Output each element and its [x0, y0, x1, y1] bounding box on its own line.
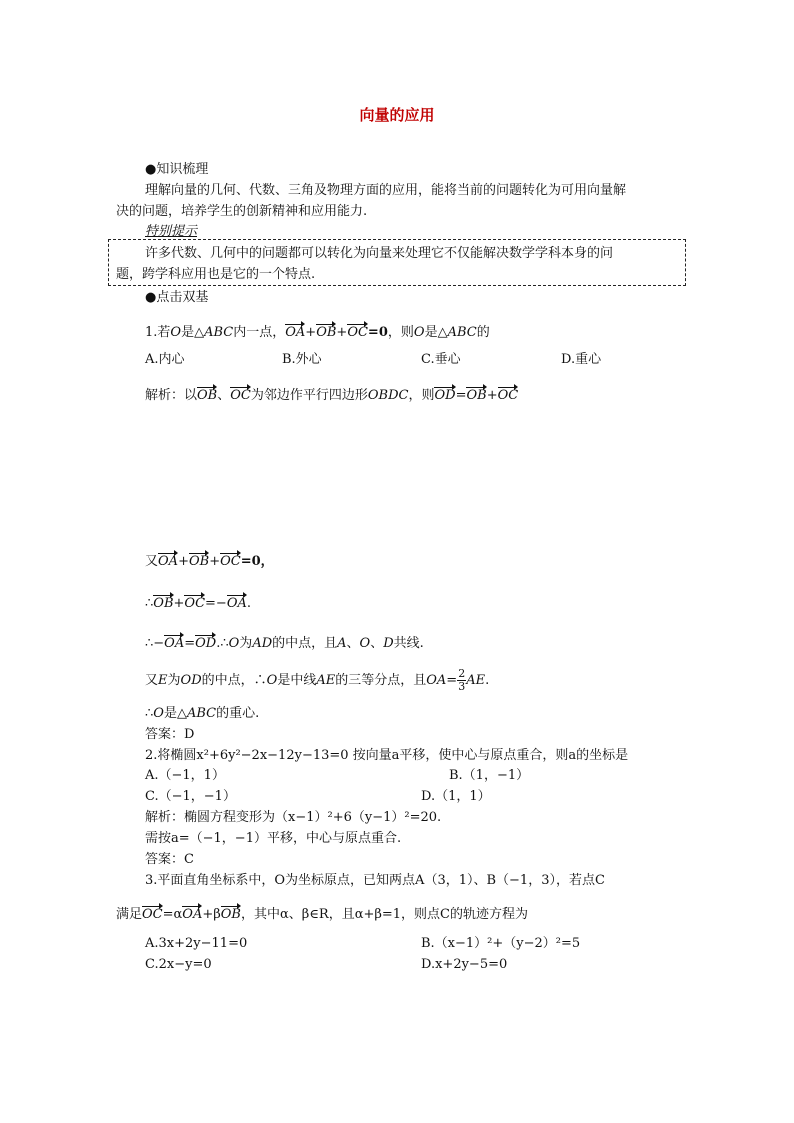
question-3-stem-line2: 满足OC=αOA+βOB，其中α、β∈R，且α+β=1，则点C的轨迹方程为 [116, 907, 528, 922]
fraction-two-thirds: $\frac{2}{3}$ [458, 667, 466, 693]
question-1-stem: 1.若O是△ABC内一点，OA+OB+OC=0，则O是△ABC的 [145, 325, 490, 340]
tip-text-line1: 许多代数、几何中的问题都可以转化为向量来处理它不仅能解决数学学科本身的问 [145, 246, 614, 261]
question-2-analysis-2: 需按a=（−1，−1）平移，中心与原点重合. [145, 831, 402, 846]
vector-oc: OC [347, 325, 368, 340]
question-1-option-d: D.重心 [561, 352, 602, 367]
question-1-analysis: 解析：以OB、OC为邻边作平行四边形OBDC，则OD=OB+OC [145, 388, 519, 403]
section-heading-knowledge: ●知识梳理 [145, 162, 209, 177]
question-1-option-c: C.垂心 [421, 352, 461, 367]
section-heading-basics: ●点击双基 [145, 290, 209, 305]
question-3-option-c: C.2x−y=0 [145, 957, 212, 972]
page-title: 向量的应用 [359, 106, 435, 124]
question-2-stem: 2.将椭圆x²+6y²−2x−12y−13=0 按向量a平移，使中心与原点重合，则a的坐标是 [145, 748, 629, 763]
question-3-stem: 3.平面直角坐标系中，O为坐标原点，已知两点A（3，1）、B（−1，3），若点C [145, 873, 605, 888]
question-1-step-3: ∴−OA=OD.∴O为AD的中点，且A、O、D共线. [145, 636, 424, 651]
knowledge-text-line1: 理解向量的几何、代数、三角及物理方面的应用，能将当前的问题转化为可用向量解 [145, 183, 627, 198]
question-1-option-b: B.外心 [282, 352, 322, 367]
question-2-option-c: C.（−1，−1） [145, 789, 236, 804]
question-3-option-b: B.（x−1）²+（y−2）²=5 [421, 936, 581, 951]
question-3-option-a: A.3x+2y−11=0 [145, 936, 248, 951]
question-3-option-d: D.x+2y−5=0 [421, 957, 508, 972]
vector-ob: OB [316, 325, 337, 340]
tip-text-line2: 题，跨学科应用也是它的一个特点. [116, 267, 316, 282]
question-1-option-a: A.内心 [145, 352, 185, 367]
question-1-step-5: ∴O是△ABC的重心. [145, 706, 260, 721]
question-2-answer: 答案：C [145, 852, 194, 867]
tip-heading: 特别提示 [145, 224, 198, 239]
question-1-step-4: 又E为OD的中点，∴O是中线AE的三等分点，且OA= $\frac{2}{3}$ AE. [145, 667, 490, 693]
knowledge-text-line2: 决的问题，培养学生的创新精神和应用能力. [116, 204, 368, 219]
question-2-option-a: A.（−1，1） [145, 768, 225, 783]
question-2-option-b: B.（1，−1） [449, 768, 530, 783]
question-1-step-2: ∴OB+OC=−OA. [145, 596, 251, 611]
question-1-step-1: 又OA+OB+OC=0， [145, 554, 274, 569]
vector-oa: OA [285, 325, 306, 340]
question-2-option-d: D.（1，1） [421, 789, 491, 804]
question-2-analysis: 解析：椭圆方程变形为（x−1）²+6（y−1）²=20. [145, 810, 442, 825]
question-1-answer: 答案：D [145, 727, 195, 742]
